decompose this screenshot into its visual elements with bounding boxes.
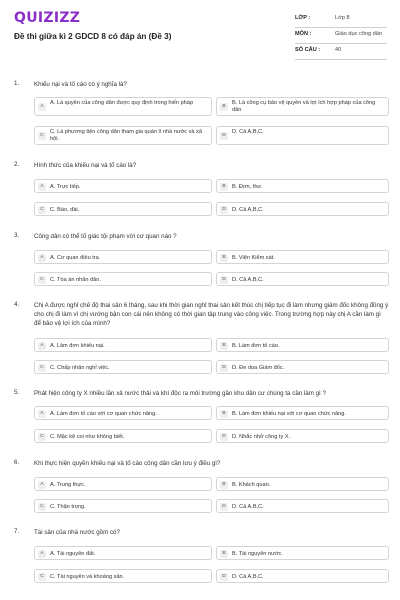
meta-value: Lớp 8 — [335, 15, 350, 21]
option-letter: A — [38, 550, 46, 558]
option-text: B. Làm đơn khiếu nại với cơ quan chức năng. — [232, 410, 346, 417]
option-text: C. Tòa án nhân dân. — [50, 276, 101, 283]
question-number: 5. — [14, 389, 20, 396]
option-letter: C — [38, 433, 46, 441]
option-text: C. Chấp nhận nghỉ việc. — [50, 364, 110, 371]
option-letter: B — [220, 103, 228, 111]
option-a[interactable] — [34, 250, 212, 264]
option-letter: B — [220, 342, 228, 350]
option-letter: C — [38, 364, 46, 372]
question-text: Công dân có thể tố giác tội phạm với cơ quan nào ? — [34, 233, 177, 240]
meta-row-class — [295, 12, 387, 28]
quizizz-logo: QUIZIZZ — [14, 10, 81, 26]
option-a[interactable] — [34, 179, 212, 193]
option-d[interactable] — [216, 569, 389, 583]
meta-label: MÔN : — [295, 31, 312, 37]
page-title: Đề thi giữa kì 2 GDCD 8 có đáp án (Đề 3) — [14, 32, 172, 41]
option-b[interactable] — [216, 338, 389, 352]
option-letter: A — [38, 410, 46, 418]
option-c[interactable] — [34, 499, 212, 513]
option-text: A. Trực tiếp. — [50, 183, 81, 190]
option-text: D. Đe dọa Giám đốc. — [232, 364, 285, 371]
option-d[interactable] — [216, 202, 389, 216]
question-text: Chị A được nghỉ chế độ thai sản 6 tháng, sau khi thời gian nghỉ thai sản kết thúc chị tiếp tục đi làm nhưng giám đốc không đồng ý cho chị đi làm vì chị vướng bận con cái nên không có thời gian tập trung vào công việc. Trong trường hợp này chị A cần làm gì để bảo vệ lợi ích của mình? — [34, 302, 389, 327]
option-letter: B — [220, 410, 228, 418]
option-letter: C — [38, 573, 46, 581]
option-a[interactable] — [34, 546, 212, 560]
meta-row-count — [295, 44, 387, 60]
option-letter: B — [220, 254, 228, 262]
option-letter: B — [220, 550, 228, 558]
option-text: A. Làm đơn tố cáo với cơ quan chức năng. — [50, 410, 157, 417]
option-letter: D — [220, 503, 228, 511]
option-text: B. Làm đơn tố cáo. — [232, 342, 280, 349]
option-a[interactable] — [34, 477, 212, 491]
option-c[interactable] — [34, 126, 212, 145]
option-text: C. Báo, đài. — [50, 206, 80, 213]
option-letter: C — [38, 206, 46, 214]
option-text: D. Cả A,B,C. — [232, 573, 264, 580]
option-letter: D — [220, 206, 228, 214]
option-c[interactable] — [34, 202, 212, 216]
option-letter: A — [38, 481, 46, 489]
option-b[interactable] — [216, 546, 389, 560]
option-letter: A — [38, 183, 46, 191]
option-text: A. Trung thực. — [50, 481, 86, 488]
option-d[interactable] — [216, 360, 389, 374]
option-letter: A — [38, 342, 46, 350]
option-text: C. Thận trọng. — [50, 503, 86, 510]
question-number: 4. — [14, 301, 20, 308]
option-b[interactable] — [216, 406, 389, 420]
option-a[interactable] — [34, 338, 212, 352]
option-text: C. Tài nguyên và khoáng sản. — [50, 573, 125, 580]
option-text: B. Viện Kiểm sát. — [232, 254, 275, 261]
option-text: C. Mặc kệ coi như không biết. — [50, 433, 125, 440]
page-header — [0, 0, 400, 66]
option-text: A. Làm đơn khiếu nại. — [50, 342, 105, 349]
option-a[interactable] — [34, 406, 212, 420]
option-text: A. Tài nguyên đất. — [50, 550, 96, 557]
question-text: Hình thức của khiếu nại và tố cáo là? — [34, 162, 137, 169]
option-letter: D — [220, 132, 228, 140]
option-text: A. Cơ quan điều tra. — [50, 254, 101, 261]
option-text: D. Cả A,B,C. — [232, 503, 264, 510]
option-d[interactable] — [216, 126, 389, 145]
question-text: Khiếu nại và tố cáo có ý nghĩa là? — [34, 81, 127, 88]
question-number: 2. — [14, 161, 20, 168]
option-d[interactable] — [216, 272, 389, 286]
option-letter: D — [220, 433, 228, 441]
option-text: D. Nhắc nhở công ty X. — [232, 433, 291, 440]
question-text: Tài sản của nhà nước gồm có? — [34, 529, 120, 536]
option-b[interactable] — [216, 179, 389, 193]
question-text: Khi thực hiện quyền khiếu nại và tố cáo công dân cần lưu ý điều gì? — [34, 460, 221, 467]
option-letter: B — [220, 481, 228, 489]
option-text: B. Tài nguyên nước. — [232, 550, 283, 557]
option-b[interactable] — [216, 97, 389, 116]
question-text: Phát hiện công ty X nhiều lần xả nước thải và khí độc ra môi trường gần khu dân cư chúng ta cần làm gì ? — [34, 390, 326, 397]
option-c[interactable] — [34, 272, 212, 286]
meta-row-subject — [295, 28, 387, 44]
meta-value: 40 — [335, 47, 342, 53]
option-letter: D — [220, 276, 228, 284]
meta-value: Giáo dục công dân — [335, 31, 382, 37]
meta-label: SỐ CÂU : — [295, 47, 321, 53]
question-number: 6. — [14, 459, 20, 466]
option-text: B. Đơn, thư. — [232, 183, 263, 190]
option-text: B. Là công cụ bảo vệ quyền và lợi ích hợp pháp của công dân — [232, 99, 376, 113]
option-letter: A — [38, 103, 46, 111]
option-c[interactable] — [34, 569, 212, 583]
meta-label: LỚP : — [295, 15, 311, 21]
option-b[interactable] — [216, 477, 389, 491]
option-letter: A — [38, 254, 46, 262]
question-number: 3. — [14, 232, 20, 239]
option-text: C. Là phương tiện công dân tham gia quản lí nhà nước và xã hội. — [50, 128, 202, 142]
option-letter: C — [38, 132, 46, 140]
option-d[interactable] — [216, 499, 389, 513]
question-number: 1. — [14, 80, 20, 87]
question-number: 7. — [14, 528, 20, 535]
option-a[interactable] — [34, 97, 212, 116]
option-text: D. Cả A,B,C. — [232, 276, 264, 283]
option-letter: D — [220, 573, 228, 581]
option-letter: C — [38, 503, 46, 511]
option-text: A. Là quyền của công dân được quy định trong hiến pháp — [50, 99, 194, 106]
option-letter: D — [220, 364, 228, 372]
option-c[interactable] — [34, 360, 212, 374]
option-letter: C — [38, 276, 46, 284]
option-c[interactable] — [34, 429, 212, 443]
option-text: D. Cả A,B,C. — [232, 128, 264, 135]
option-d[interactable] — [216, 429, 389, 443]
option-text: D. Cả A,B,C. — [232, 206, 264, 213]
option-b[interactable] — [216, 250, 389, 264]
option-letter: B — [220, 183, 228, 191]
option-text: B. Khách quan. — [232, 481, 271, 488]
